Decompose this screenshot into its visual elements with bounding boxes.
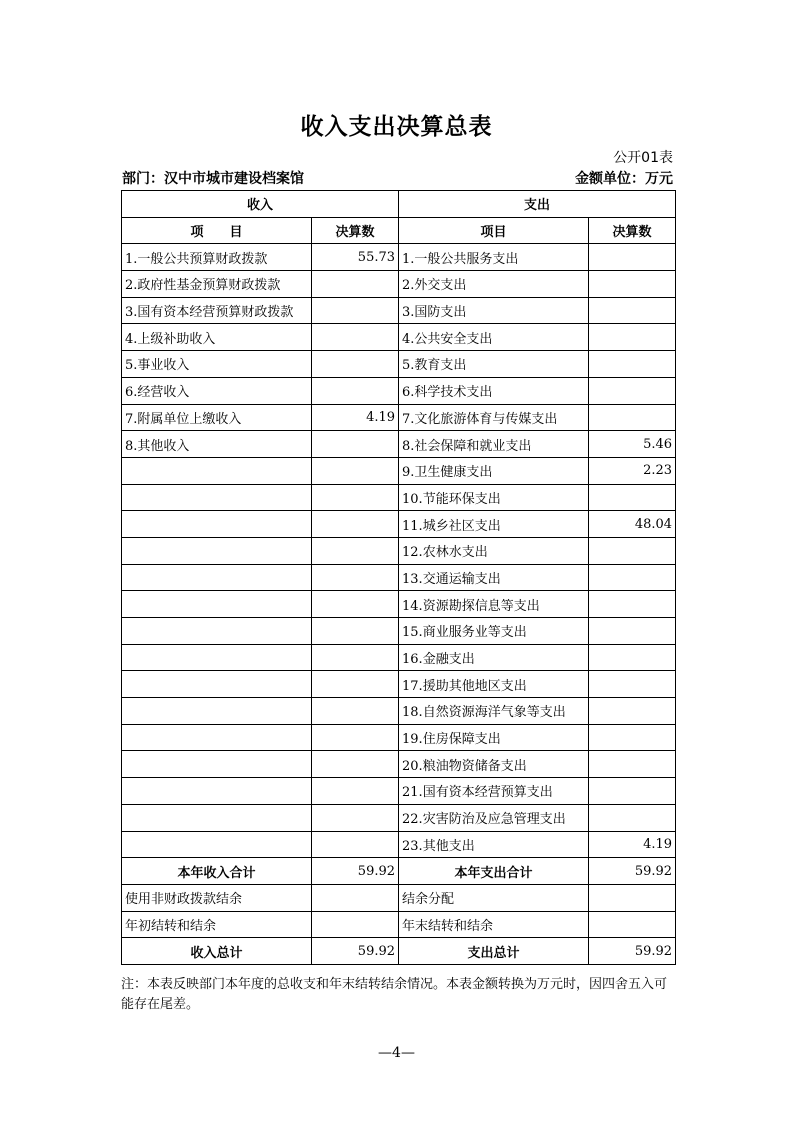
expense-item-cell: 3.国防支出 — [399, 297, 589, 324]
income-expense-table — [121, 190, 676, 965]
expense-amount-cell — [589, 671, 676, 698]
table-row — [122, 297, 676, 324]
table-row — [122, 404, 676, 431]
header-row-sub — [122, 217, 676, 244]
expense-amount-cell — [589, 751, 676, 778]
table-row — [122, 831, 676, 858]
table-row — [122, 671, 676, 698]
expense-item-cell: 7.文化旅游体育与传媒支出 — [399, 404, 589, 431]
income-item-cell — [122, 591, 312, 618]
table-row — [122, 618, 676, 645]
table-row — [122, 724, 676, 751]
expense-item-header: 项目 — [399, 217, 589, 244]
income-amount-cell: 4.19 — [312, 404, 399, 431]
expense-amount-header: 决算数 — [589, 217, 676, 244]
table-row — [122, 271, 676, 298]
expense-item-cell: 本年支出合计 — [399, 858, 589, 885]
income-amount-cell — [312, 804, 399, 831]
income-item-cell: 8.其他收入 — [122, 431, 312, 458]
expense-amount-cell — [589, 724, 676, 751]
income-amount-cell — [312, 911, 399, 938]
table-row — [122, 537, 676, 564]
income-amount-cell — [312, 484, 399, 511]
income-amount-cell — [312, 618, 399, 645]
income-item-cell: 2.政府性基金预算财政拨款 — [122, 271, 312, 298]
amount-unit-label: 金额单位：万元 — [575, 171, 673, 187]
table-row — [122, 511, 676, 538]
income-amount-cell — [312, 537, 399, 564]
expense-amount-cell — [589, 404, 676, 431]
expense-item-cell: 14.资源勘探信息等支出 — [399, 591, 589, 618]
income-item-cell: 本年收入合计 — [122, 858, 312, 885]
year-total-row — [122, 858, 676, 885]
income-item-cell: 1.一般公共预算财政拨款 — [122, 244, 312, 271]
income-item-cell: 5.事业收入 — [122, 351, 312, 378]
expense-amount-cell — [589, 911, 676, 938]
expense-amount-cell: 59.92 — [589, 938, 676, 965]
table-row — [122, 564, 676, 591]
expense-amount-cell — [589, 618, 676, 645]
table-row — [122, 244, 676, 271]
income-item-cell: 年初结转和结余 — [122, 911, 312, 938]
expense-amount-cell — [589, 537, 676, 564]
expense-item-cell: 21.国有资本经营预算支出 — [399, 778, 589, 805]
income-amount-cell — [312, 324, 399, 351]
table-row — [122, 778, 676, 805]
income-amount-cell — [312, 778, 399, 805]
income-item-cell — [122, 724, 312, 751]
income-amount-cell — [312, 297, 399, 324]
expense-item-cell: 15.商业服务业等支出 — [399, 618, 589, 645]
expense-item-cell: 13.交通运输支出 — [399, 564, 589, 591]
expense-item-cell: 2.外交支出 — [399, 271, 589, 298]
expense-item-cell: 4.公共安全支出 — [399, 324, 589, 351]
expense-amount-cell — [589, 804, 676, 831]
expense-amount-cell — [589, 297, 676, 324]
income-item-cell — [122, 511, 312, 538]
department-label: 部门：汉中市城市建设档案馆 — [122, 171, 304, 187]
income-item-header: 项 目 — [122, 217, 312, 244]
expense-amount-cell — [589, 564, 676, 591]
expense-amount-cell: 4.19 — [589, 831, 676, 858]
income-amount-cell — [312, 671, 399, 698]
expense-amount-cell — [589, 244, 676, 271]
expense-item-cell: 8.社会保障和就业支出 — [399, 431, 589, 458]
expense-item-cell: 20.粮油物资储备支出 — [399, 751, 589, 778]
income-item-cell — [122, 778, 312, 805]
income-amount-cell — [312, 724, 399, 751]
expense-item-cell: 19.住房保障支出 — [399, 724, 589, 751]
income-amount-cell: 59.92 — [312, 858, 399, 885]
expense-amount-cell — [589, 644, 676, 671]
expense-item-cell: 结余分配 — [399, 884, 589, 911]
expense-item-cell: 16.金融支出 — [399, 644, 589, 671]
income-item-cell — [122, 751, 312, 778]
income-amount-cell — [312, 431, 399, 458]
footnote: 注：本表反映部门本年度的总收支和年末结转结余情况。本表金额转换为万元时，因四舍五入可能存在尾差。 — [121, 977, 668, 1012]
expense-amount-cell — [589, 271, 676, 298]
income-item-cell — [122, 671, 312, 698]
expense-amount-cell — [589, 377, 676, 404]
table-row — [122, 698, 676, 725]
expense-item-cell: 支出总计 — [399, 938, 589, 965]
income-item-cell: 6.经营收入 — [122, 377, 312, 404]
expense-header: 支出 — [399, 191, 676, 218]
income-item-cell: 使用非财政拨款结余 — [122, 884, 312, 911]
income-amount-cell — [312, 511, 399, 538]
expense-amount-cell: 2.23 — [589, 457, 676, 484]
table-row — [122, 377, 676, 404]
expense-item-cell: 18.自然资源海洋气象等支出 — [399, 698, 589, 725]
header-row-main — [122, 191, 676, 218]
income-item-cell — [122, 618, 312, 645]
income-amount-cell — [312, 351, 399, 378]
income-item-cell — [122, 698, 312, 725]
page-number: —4— — [378, 1045, 415, 1061]
table-row — [122, 457, 676, 484]
income-item-cell — [122, 564, 312, 591]
income-amount-cell — [312, 457, 399, 484]
income-item-cell — [122, 644, 312, 671]
expense-item-cell: 22.灾害防治及应急管理支出 — [399, 804, 589, 831]
income-item-cell — [122, 804, 312, 831]
expense-amount-cell: 5.46 — [589, 431, 676, 458]
table-row — [122, 644, 676, 671]
expense-item-cell: 11.城乡社区支出 — [399, 511, 589, 538]
expense-item-cell: 9.卫生健康支出 — [399, 457, 589, 484]
income-amount-cell — [312, 591, 399, 618]
income-amount-cell — [312, 831, 399, 858]
expense-item-cell: 年末结转和结余 — [399, 911, 589, 938]
income-amount-cell — [312, 564, 399, 591]
expense-item-cell: 17.援助其他地区支出 — [399, 671, 589, 698]
expense-item-cell: 1.一般公共服务支出 — [399, 244, 589, 271]
income-amount-header: 决算数 — [312, 217, 399, 244]
expense-amount-cell — [589, 351, 676, 378]
income-item-cell — [122, 484, 312, 511]
expense-item-cell: 23.其他支出 — [399, 831, 589, 858]
expense-amount-cell — [589, 324, 676, 351]
table-row — [122, 431, 676, 458]
table-row — [122, 324, 676, 351]
income-item-cell: 收入总计 — [122, 938, 312, 965]
income-amount-cell — [312, 884, 399, 911]
expense-amount-cell — [589, 884, 676, 911]
table-row — [122, 751, 676, 778]
income-item-cell: 4.上级补助收入 — [122, 324, 312, 351]
grand-total-row — [122, 938, 676, 965]
expense-amount-cell — [589, 698, 676, 725]
expense-item-cell: 10.节能环保支出 — [399, 484, 589, 511]
income-amount-cell — [312, 751, 399, 778]
expense-item-cell: 6.科学技术支出 — [399, 377, 589, 404]
table-row — [122, 351, 676, 378]
expense-amount-cell — [589, 778, 676, 805]
income-item-cell — [122, 457, 312, 484]
income-amount-cell — [312, 377, 399, 404]
table-code: 公开01表 — [613, 150, 673, 166]
income-item-cell — [122, 831, 312, 858]
expense-amount-cell — [589, 591, 676, 618]
income-amount-cell: 59.92 — [312, 938, 399, 965]
table-row — [122, 484, 676, 511]
expense-amount-cell: 48.04 — [589, 511, 676, 538]
income-amount-cell — [312, 271, 399, 298]
table-row — [122, 804, 676, 831]
expense-amount-cell: 59.92 — [589, 858, 676, 885]
table-row — [122, 591, 676, 618]
income-item-cell — [122, 537, 312, 564]
income-item-cell: 3.国有资本经营预算财政拨款 — [122, 297, 312, 324]
table-row — [122, 911, 676, 938]
expense-amount-cell — [589, 484, 676, 511]
page-title: 收入支出决算总表 — [300, 114, 493, 140]
income-amount-cell — [312, 698, 399, 725]
expense-item-cell: 5.教育支出 — [399, 351, 589, 378]
income-amount-cell — [312, 644, 399, 671]
income-amount-cell: 55.73 — [312, 244, 399, 271]
income-header: 收入 — [122, 191, 399, 218]
expense-item-cell: 12.农林水支出 — [399, 537, 589, 564]
income-item-cell: 7.附属单位上缴收入 — [122, 404, 312, 431]
table-row — [122, 884, 676, 911]
